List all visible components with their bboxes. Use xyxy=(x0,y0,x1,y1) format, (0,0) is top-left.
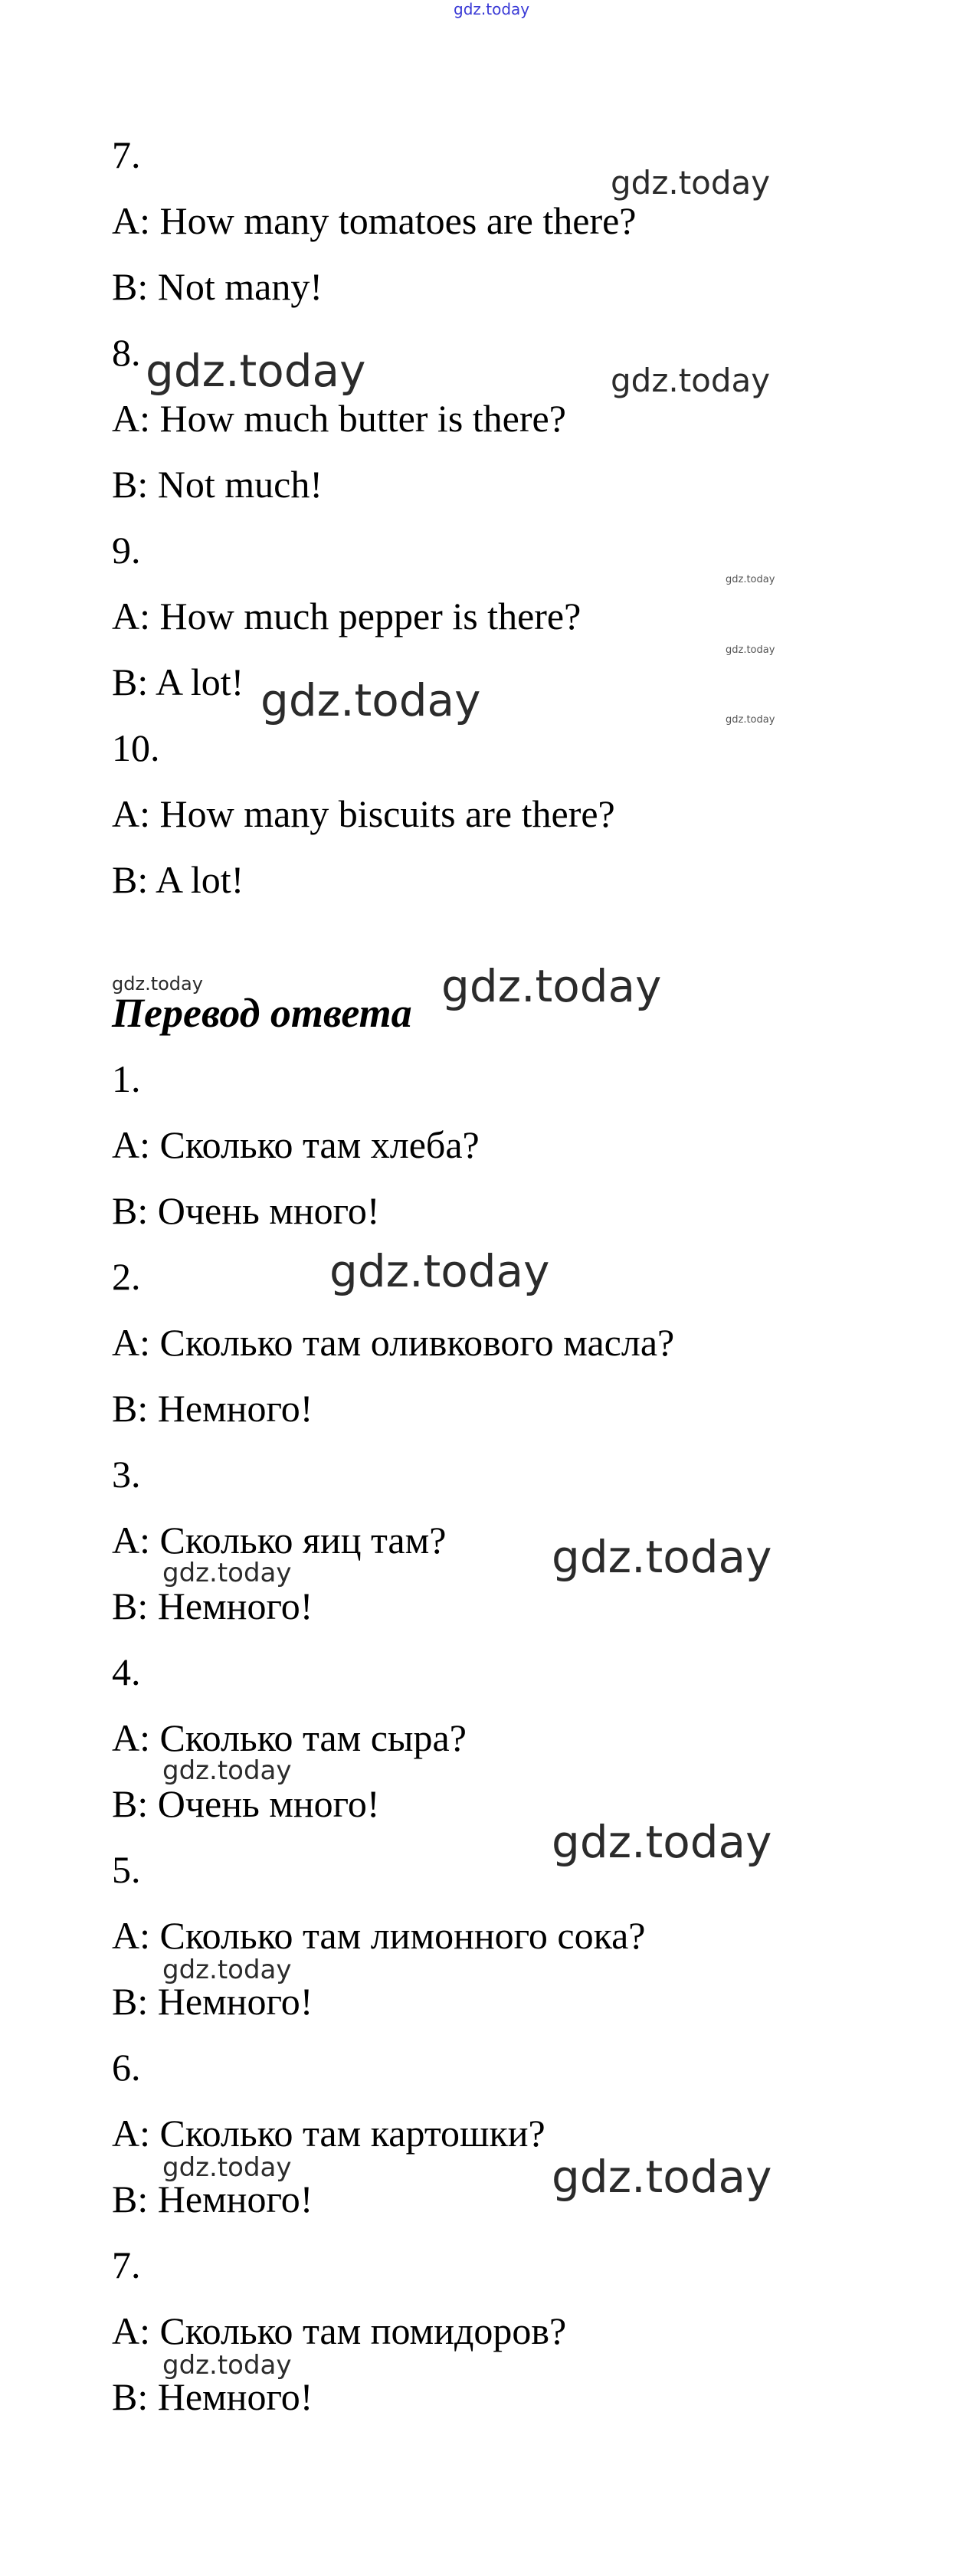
answer-line: B: A lot! xyxy=(112,660,244,703)
watermark: gdz.today xyxy=(162,1558,292,1588)
question-line: A: How much butter is there? xyxy=(112,397,566,440)
item-number: 1. xyxy=(112,1057,141,1100)
watermark: gdz.today xyxy=(611,164,771,202)
item-number: 7. xyxy=(112,2243,141,2286)
answer-line: B: Немного! xyxy=(112,1387,313,1430)
question-line: A: Сколько там лимонного сока? xyxy=(112,1914,646,1957)
item-number: 8. xyxy=(112,331,141,374)
item-number: 10. xyxy=(112,726,160,769)
answer-line: B: Not many! xyxy=(112,265,323,308)
item-number: 3. xyxy=(112,1453,141,1496)
item-number: 7. xyxy=(112,133,141,176)
item-number: 6. xyxy=(112,2046,141,2089)
watermark: gdz.today xyxy=(611,362,771,399)
item-number: 4. xyxy=(112,1650,141,1693)
watermark: gdz.today xyxy=(162,2350,292,2381)
answer-line: B: Очень много! xyxy=(112,1782,380,1825)
watermark: gdz.today xyxy=(726,574,775,585)
question-line: A: Сколько там оливкового масла? xyxy=(112,1321,675,1364)
watermark: gdz.today xyxy=(146,345,366,397)
watermark: gdz.today xyxy=(112,973,203,995)
question-line: A: Сколько там помидоров? xyxy=(112,2309,567,2352)
question-line: A: Сколько яиц там? xyxy=(112,1519,447,1562)
question-line: A: How many tomatoes are there? xyxy=(112,199,637,242)
translation-heading: Перевод ответа xyxy=(112,990,412,1036)
watermark: gdz.today xyxy=(329,1245,550,1297)
watermark: gdz.today xyxy=(260,674,481,726)
question-line: A: How much pepper is there? xyxy=(112,595,582,637)
question-line: A: Сколько там сыра? xyxy=(112,1716,467,1759)
watermark: gdz.today xyxy=(552,2151,772,2203)
question-line: A: Сколько там хлеба? xyxy=(112,1123,480,1166)
watermark: gdz.today xyxy=(441,960,662,1012)
watermark: gdz.today xyxy=(162,1955,292,1985)
watermark: gdz.today xyxy=(726,714,775,726)
question-line: A: How many biscuits are there? xyxy=(112,792,615,835)
watermark: gdz.today xyxy=(552,1816,772,1868)
answer-line: B: Очень много! xyxy=(112,1189,380,1232)
watermark-top: gdz.today xyxy=(454,0,530,18)
question-line: A: Сколько там картошки? xyxy=(112,2112,545,2155)
watermark: gdz.today xyxy=(726,644,775,656)
item-number: 9. xyxy=(112,529,141,572)
answer-line: B: Немного! xyxy=(112,2178,313,2220)
item-number: 2. xyxy=(112,1255,141,1298)
item-number: 5. xyxy=(112,1848,141,1891)
watermark: gdz.today xyxy=(162,2152,292,2183)
watermark: gdz.today xyxy=(162,1755,292,1786)
answer-line: B: Not much! xyxy=(112,463,323,506)
watermark: gdz.today xyxy=(552,1531,772,1583)
answer-line: B: Немного! xyxy=(112,2375,313,2418)
answer-line: B: Немного! xyxy=(112,1585,313,1627)
answer-line: B: A lot! xyxy=(112,858,244,901)
answer-line: B: Немного! xyxy=(112,1980,313,2023)
